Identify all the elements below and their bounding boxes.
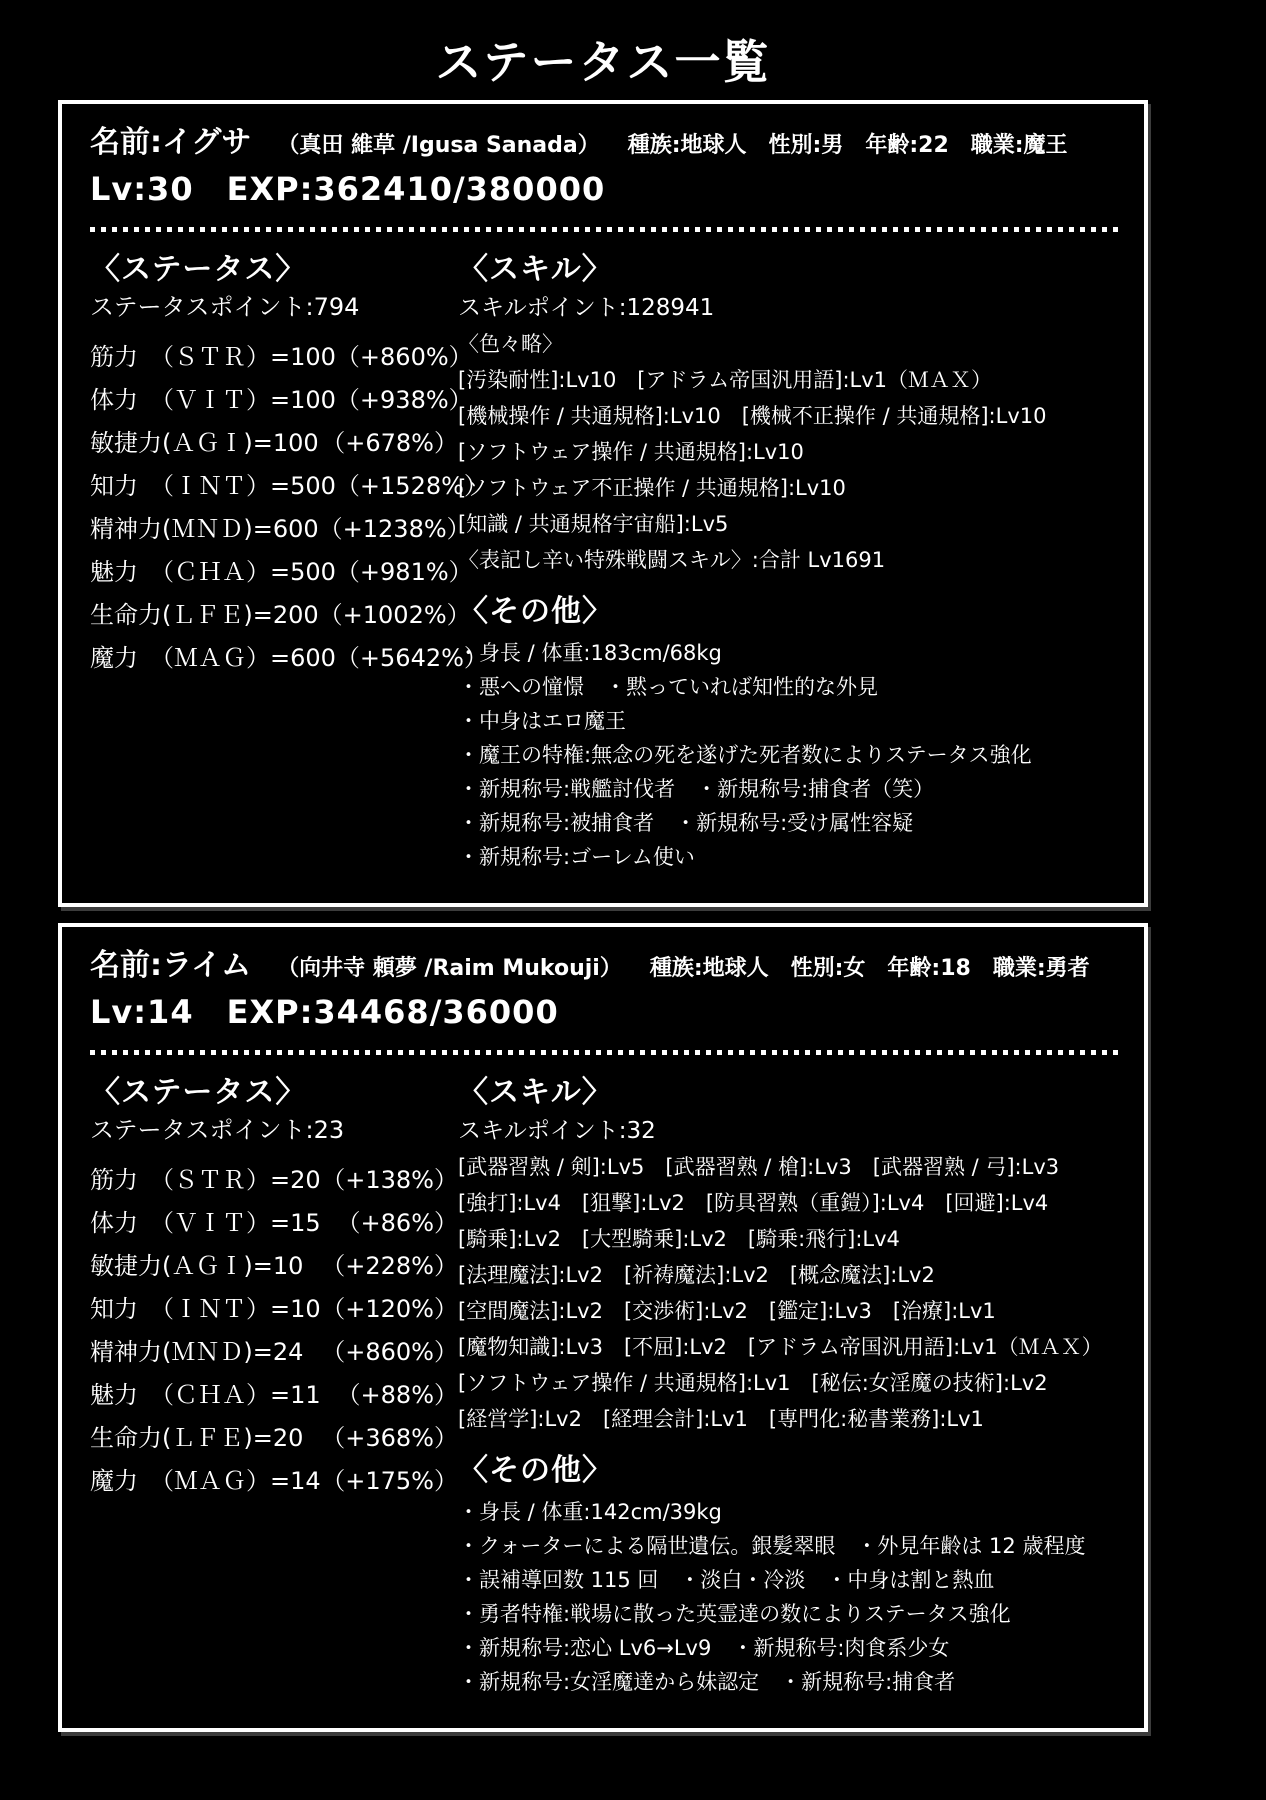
skill-points: スキルポイント:128941 — [458, 295, 715, 321]
stat-bonus: （+368%） — [321, 1424, 458, 1452]
stat-row — [90, 1374, 458, 1417]
other-heading: 〈その他〉 — [458, 1453, 613, 1488]
other-line: ・身長 / 体重:142cm/39kg — [458, 1500, 722, 1524]
other-line: ・新規称号:戦艦討伐者 ・新規称号:捕食者（笑） — [458, 777, 935, 801]
character-name-reading: （真田 維草 /Igusa Sanada） — [277, 133, 600, 158]
skill-lines — [458, 326, 1118, 578]
stat-label: 魅力 （ＣＨＡ）=11 — [90, 1381, 321, 1409]
status-heading: 〈ステータス〉 — [90, 1075, 307, 1110]
character-name: 名前:ライム — [90, 948, 252, 983]
character-panel-raim — [58, 923, 1148, 1732]
status-heading: 〈ステータス〉 — [90, 252, 307, 287]
other-line: ・魔王の特権:無念の死を遂げた死者数によりステータス強化 — [458, 743, 1032, 767]
skill-line: [魔物知識]:Lv3 [不屈]:Lv2 [アドラム帝国汎用語]:Lv1（ＭＡＸ） — [458, 1335, 1103, 1359]
stat-row — [90, 336, 473, 379]
stat-label: 魅力 （ＣＨＡ）=500 — [90, 558, 336, 586]
level-exp: Lv:30 EXP:362410/380000 — [90, 170, 606, 208]
page-title: ステータス一覧 — [435, 35, 771, 89]
stat-row — [90, 508, 471, 551]
other-line: ・誤補導回数 115 回 ・淡白・冷淡 ・中身は割と熱血 — [458, 1568, 995, 1592]
character-name-reading: （向井寺 頼夢 /Raim Mukouji） — [277, 956, 622, 981]
stat-row — [90, 1417, 458, 1460]
stat-label: 筋力 （ＳＴＲ）=20 — [90, 1166, 321, 1194]
stat-label: 魔力 （ＭＡＧ）=600 — [90, 644, 336, 672]
skill-line: [ソフトウェア不正操作 / 共通規格]:Lv10 — [458, 476, 846, 500]
character-panel-igusa — [58, 100, 1148, 907]
stat-row — [90, 1159, 458, 1202]
character-header — [90, 945, 1118, 990]
stat-bonus: （+228%） — [321, 1252, 458, 1280]
other-line: ・新規称号:ゴーレム使い — [458, 845, 695, 869]
stat-row — [90, 1288, 458, 1331]
skills-heading: 〈スキル〉 — [458, 252, 613, 287]
skill-line: [汚染耐性]:Lv10 [アドラム帝国汎用語]:Lv1（ＭＡＸ） — [458, 368, 993, 392]
stat-row — [90, 1331, 458, 1374]
skills-other-section — [458, 250, 1118, 874]
stat-bonus: （+1238%） — [318, 515, 471, 543]
other-line: ・新規称号:被捕食者 ・新規称号:受け属性容疑 — [458, 811, 914, 835]
skills-heading: 〈スキル〉 — [458, 1075, 613, 1110]
stat-bonus: （+120%） — [321, 1295, 458, 1323]
skill-line: [法理魔法]:Lv2 [祈祷魔法]:Lv2 [概念魔法]:Lv2 — [458, 1263, 935, 1287]
panel-columns — [90, 250, 1118, 874]
stat-label: 生命力(ＬＦＥ)=20 — [90, 1424, 304, 1452]
skill-line: [強打]:Lv4 [狙撃]:Lv2 [防具習熟（重鎧）]:Lv4 [回避]:Lv4 — [458, 1191, 1049, 1215]
stat-row — [90, 1460, 458, 1503]
stat-row — [90, 551, 473, 594]
stat-label: 筋力 （ＳＴＲ）=100 — [90, 343, 336, 371]
stat-label: 魔力 （ＭＡＧ）=14 — [90, 1467, 321, 1495]
skill-line: [知識 / 共通規格宇宙船]:Lv5 — [458, 512, 729, 536]
stat-label: 敏捷力(ＡＧＩ)=100 — [90, 429, 319, 457]
other-line: ・悪への憧憬 ・黙っていれば知性的な外見 — [458, 675, 878, 699]
level-exp: Lv:14 EXP:34468/36000 — [90, 993, 559, 1031]
status-section — [90, 250, 488, 874]
skill-line: 〈色々略〉 — [458, 332, 563, 356]
skill-points: スキルポイント:32 — [458, 1118, 656, 1144]
skill-line: [空間魔法]:Lv2 [交渉術]:Lv2 [鑑定]:Lv3 [治療]:Lv1 — [458, 1299, 996, 1323]
skill-line: [武器習熟 / 剣]:Lv5 [武器習熟 / 槍]:Lv3 [武器習熟 / 弓]:Lv3 — [458, 1155, 1060, 1179]
other-line: ・勇者特権:戦場に散った英霊達の数によりステータス強化 — [458, 1602, 1011, 1626]
status-section — [90, 1073, 458, 1699]
stat-bonus: （+860%） — [335, 343, 473, 371]
stat-bonus: （+138%） — [321, 1166, 458, 1194]
status-points: ステータスポイント:794 — [90, 293, 360, 321]
stat-bonus: （+86%） — [336, 1209, 458, 1237]
stat-label: 知力 （ＩＮＴ）=10 — [90, 1295, 321, 1323]
stat-label: 知力 （ＩＮＴ）=500 — [90, 472, 336, 500]
other-line: ・身長 / 体重:183cm/68kg — [458, 641, 722, 665]
stat-bonus: （+175%） — [321, 1467, 458, 1495]
stat-bonus: （+5642%） — [335, 644, 488, 672]
panel-columns — [90, 1073, 1118, 1699]
stat-label: 精神力(ＭＮＤ)=24 — [90, 1338, 304, 1366]
character-name: 名前:イグサ — [90, 125, 252, 160]
other-lines — [458, 636, 1118, 874]
stat-bonus: （+981%） — [335, 558, 473, 586]
dotted-divider — [90, 227, 1118, 232]
stat-rows — [90, 336, 488, 680]
stat-rows — [90, 1159, 458, 1503]
stat-label: 生命力(ＬＦＥ)=200 — [90, 601, 319, 629]
stat-bonus: （+860%） — [321, 1338, 458, 1366]
other-line: ・クォーターによる隔世遺伝。銀髪翠眼 ・外見年齢は 12 歳程度 — [458, 1534, 1086, 1558]
other-line: ・中身はエロ魔王 — [458, 709, 626, 733]
character-attributes: 種族:地球人 性別:男 年齢:22 職業:魔王 — [627, 133, 1068, 158]
skill-line: [騎乗]:Lv2 [大型騎乗]:Lv2 [騎乗:飛行]:Lv4 — [458, 1227, 900, 1251]
stat-row — [90, 379, 473, 422]
stat-row — [90, 422, 458, 465]
status-points: ステータスポイント:23 — [90, 1116, 345, 1144]
character-header — [90, 122, 1118, 167]
stat-row — [90, 1202, 458, 1245]
skill-line: [経営学]:Lv2 [経理会計]:Lv1 [専門化:秘書業務]:Lv1 — [458, 1407, 984, 1431]
stat-row — [90, 465, 488, 508]
other-line: ・新規称号:恋心 Lv6→Lv9 ・新規称号:肉食系少女 — [458, 1636, 950, 1660]
stat-row — [90, 594, 471, 637]
skill-line: 〈表記し辛い特殊戦闘スキル〉:合計 Lv1691 — [458, 548, 886, 572]
skill-line: [ソフトウェア操作 / 共通規格]:Lv10 — [458, 440, 804, 464]
stat-label: 体力 （ＶＩＴ）=15 — [90, 1209, 321, 1237]
skill-lines — [458, 1149, 1118, 1437]
other-lines — [458, 1495, 1118, 1699]
stat-bonus: （+88%） — [336, 1381, 458, 1409]
stat-bonus: （+938%） — [335, 386, 473, 414]
stat-bonus: （+1528%） — [335, 472, 488, 500]
other-line: ・新規称号:女淫魔達から妹認定 ・新規称号:捕食者 — [458, 1670, 956, 1694]
stat-row — [90, 637, 488, 680]
other-heading: 〈その他〉 — [458, 594, 613, 629]
skill-line: [機械操作 / 共通規格]:Lv10 [機械不正操作 / 共通規格]:Lv10 — [458, 404, 1047, 428]
stat-bonus: （+678%） — [321, 429, 458, 457]
stat-label: 敏捷力(ＡＧＩ)=10 — [90, 1252, 304, 1280]
stat-label: 精神力(ＭＮＤ)=600 — [90, 515, 319, 543]
dotted-divider — [90, 1050, 1118, 1055]
skills-other-section — [458, 1073, 1118, 1699]
skill-line: [ソフトウェア操作 / 共通規格]:Lv1 [秘伝:女淫魔の技術]:Lv2 — [458, 1371, 1048, 1395]
stat-label: 体力 （ＶＩＴ）=100 — [90, 386, 336, 414]
character-attributes: 種族:地球人 性別:女 年齢:18 職業:勇者 — [649, 956, 1090, 981]
stat-row — [90, 1245, 458, 1288]
stat-bonus: （+1002%） — [318, 601, 471, 629]
